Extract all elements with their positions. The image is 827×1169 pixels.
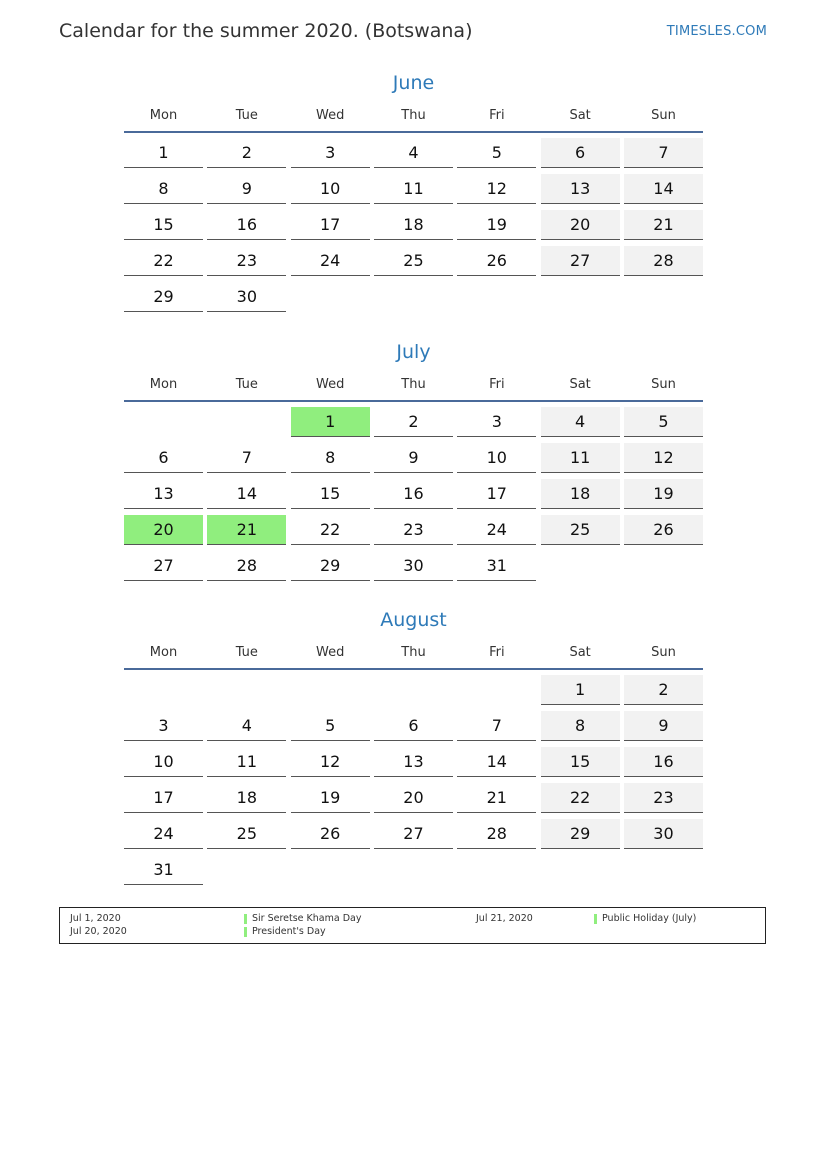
day-cell: 8: [541, 711, 620, 741]
day-cell: 17: [291, 210, 370, 240]
day-cell: 1: [541, 675, 620, 705]
brand-link[interactable]: TIMESLES.COM: [666, 24, 767, 39]
holiday-color-marker: [594, 914, 597, 924]
day-cell: 27: [374, 819, 453, 849]
day-cell: 25: [374, 246, 453, 276]
day-cell: 17: [457, 479, 536, 509]
day-cell: 8: [124, 174, 203, 204]
day-cell: 30: [207, 282, 286, 312]
empty-cell: [124, 407, 203, 437]
day-cell: 24: [124, 819, 203, 849]
weekday-label: Sat: [569, 376, 591, 392]
month-july: [124, 338, 703, 581]
weekday-label: Tue: [235, 644, 258, 660]
day-cell: 24: [291, 246, 370, 276]
weekday-label: Tue: [235, 107, 258, 123]
weekday-label: Sun: [651, 107, 676, 123]
day-cell: 10: [457, 443, 536, 473]
day-cell: 23: [374, 515, 453, 545]
month-title: June: [392, 72, 435, 94]
day-cell: 19: [291, 783, 370, 813]
day-cell: 7: [624, 138, 703, 168]
holiday-legend: [59, 907, 766, 944]
day-cell: 16: [624, 747, 703, 777]
day-cell: 12: [624, 443, 703, 473]
day-cell: 12: [291, 747, 370, 777]
day-cell: 2: [207, 138, 286, 168]
day-cell: 18: [374, 210, 453, 240]
empty-cell: [291, 675, 370, 705]
day-cell: 9: [374, 443, 453, 473]
day-cell: 28: [207, 551, 286, 581]
empty-cell: [457, 675, 536, 705]
day-cell: 9: [207, 174, 286, 204]
day-cell: 28: [457, 819, 536, 849]
day-cell: 4: [374, 138, 453, 168]
day-cell: 18: [541, 479, 620, 509]
weekday-label: Wed: [315, 644, 345, 660]
day-cell: 27: [541, 246, 620, 276]
weekday-label: Wed: [315, 376, 345, 392]
month-august: [124, 606, 703, 885]
legend-date: Jul 1, 2020: [70, 913, 121, 924]
empty-cell: [374, 675, 453, 705]
day-cell: 15: [291, 479, 370, 509]
day-cell: 26: [624, 515, 703, 545]
day-grid: [124, 407, 703, 581]
holiday-color-marker: [244, 914, 247, 924]
day-cell: 18: [207, 783, 286, 813]
month-title: July: [396, 341, 431, 363]
weekday-label: Mon: [149, 644, 178, 660]
day-cell: 10: [124, 747, 203, 777]
weekday-label: Fri: [489, 376, 505, 392]
day-cell: 16: [374, 479, 453, 509]
day-cell: 11: [541, 443, 620, 473]
day-cell: 10: [291, 174, 370, 204]
day-cell: 3: [291, 138, 370, 168]
day-cell: 13: [374, 747, 453, 777]
day-cell: 7: [207, 443, 286, 473]
weekday-label: Wed: [315, 107, 345, 123]
day-cell: 16: [207, 210, 286, 240]
weekday-label: Sun: [651, 644, 676, 660]
day-cell: 11: [374, 174, 453, 204]
day-cell: 1: [124, 138, 203, 168]
day-cell: 5: [457, 138, 536, 168]
day-cell: 21: [624, 210, 703, 240]
weekday-label: Tue: [235, 376, 258, 392]
day-cell: 14: [207, 479, 286, 509]
day-cell: 29: [541, 819, 620, 849]
day-cell: 14: [457, 747, 536, 777]
weekday-label: Thu: [401, 644, 426, 660]
day-cell: 25: [207, 819, 286, 849]
legend-item: [244, 926, 326, 937]
holiday-day-cell: 20: [124, 515, 203, 545]
legend-name: President's Day: [252, 926, 326, 937]
day-cell: 2: [624, 675, 703, 705]
legend-item: [594, 913, 696, 924]
day-cell: 9: [624, 711, 703, 741]
day-cell: 24: [457, 515, 536, 545]
weekday-label: Mon: [149, 107, 178, 123]
day-cell: 15: [124, 210, 203, 240]
day-cell: 26: [457, 246, 536, 276]
day-cell: 13: [541, 174, 620, 204]
legend-date: Jul 20, 2020: [70, 926, 127, 937]
page-title: Calendar for the summer 2020. (Botswana): [59, 20, 473, 42]
day-cell: 3: [124, 711, 203, 741]
weekday-label: Fri: [489, 644, 505, 660]
weekday-header: [124, 636, 703, 670]
weekday-header: [124, 368, 703, 402]
day-cell: 5: [624, 407, 703, 437]
day-cell: 19: [457, 210, 536, 240]
day-cell: 26: [291, 819, 370, 849]
day-cell: 4: [207, 711, 286, 741]
day-cell: 8: [291, 443, 370, 473]
legend-item: [244, 913, 361, 924]
day-cell: 20: [374, 783, 453, 813]
weekday-label: Thu: [401, 376, 426, 392]
day-cell: 4: [541, 407, 620, 437]
empty-cell: [207, 675, 286, 705]
legend-name: Public Holiday (July): [602, 913, 697, 924]
holiday-day-cell: 1: [291, 407, 370, 437]
weekday-header: [124, 99, 703, 133]
day-cell: 6: [374, 711, 453, 741]
day-cell: 20: [541, 210, 620, 240]
month-title: August: [380, 609, 447, 631]
day-cell: 21: [457, 783, 536, 813]
day-cell: 28: [624, 246, 703, 276]
day-cell: 5: [291, 711, 370, 741]
weekday-label: Sat: [569, 107, 591, 123]
day-cell: 11: [207, 747, 286, 777]
day-cell: 31: [457, 551, 536, 581]
legend-date: Jul 21, 2020: [476, 913, 533, 924]
legend-name: Sir Seretse Khama Day: [252, 913, 362, 924]
day-cell: 6: [541, 138, 620, 168]
day-cell: 13: [124, 479, 203, 509]
day-cell: 7: [457, 711, 536, 741]
day-grid: [124, 675, 703, 885]
day-cell: 22: [541, 783, 620, 813]
empty-cell: [207, 407, 286, 437]
month-june: [124, 69, 703, 312]
day-cell: 19: [624, 479, 703, 509]
day-cell: 22: [291, 515, 370, 545]
day-cell: 14: [624, 174, 703, 204]
day-cell: 22: [124, 246, 203, 276]
day-cell: 27: [124, 551, 203, 581]
day-cell: 29: [124, 282, 203, 312]
day-cell: 29: [291, 551, 370, 581]
day-grid: [124, 138, 703, 312]
day-cell: 25: [541, 515, 620, 545]
weekday-label: Fri: [489, 107, 505, 123]
day-cell: 17: [124, 783, 203, 813]
weekday-label: Sun: [651, 376, 676, 392]
holiday-day-cell: 21: [207, 515, 286, 545]
holiday-color-marker: [244, 927, 247, 937]
empty-cell: [124, 675, 203, 705]
day-cell: 3: [457, 407, 536, 437]
weekday-label: Thu: [401, 107, 426, 123]
day-cell: 23: [207, 246, 286, 276]
day-cell: 6: [124, 443, 203, 473]
weekday-label: Sat: [569, 644, 591, 660]
day-cell: 30: [624, 819, 703, 849]
day-cell: 31: [124, 855, 203, 885]
day-cell: 23: [624, 783, 703, 813]
day-cell: 15: [541, 747, 620, 777]
day-cell: 12: [457, 174, 536, 204]
day-cell: 30: [374, 551, 453, 581]
day-cell: 2: [374, 407, 453, 437]
weekday-label: Mon: [149, 376, 178, 392]
